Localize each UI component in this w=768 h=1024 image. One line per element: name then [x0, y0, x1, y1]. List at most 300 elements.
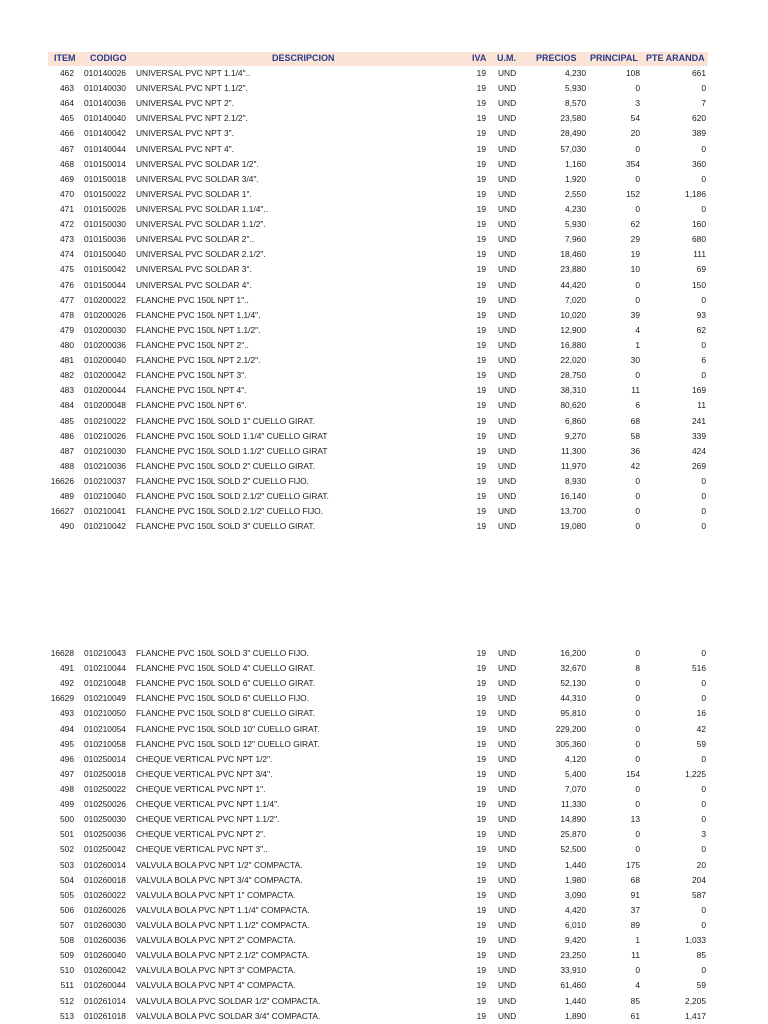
- precio-cell: 52,130: [560, 678, 586, 689]
- descripcion-cell: FLANCHE PVC 150L SOLD 2" CUELLO GIRAT.: [136, 460, 315, 471]
- iva-cell: 19: [476, 950, 486, 961]
- codigo-cell: 010210054: [84, 723, 126, 734]
- um-cell: UND: [498, 693, 517, 704]
- principal-cell: 1: [635, 935, 640, 946]
- iva-cell: 19: [476, 158, 486, 169]
- table-row: [0, 278, 768, 293]
- descripcion-cell: FLANCHE PVC 150L SOLD 2.1/2" CUELLO GIRAT.: [136, 491, 329, 502]
- principal-cell: 0: [635, 491, 640, 502]
- precio-cell: 19,080: [560, 521, 586, 532]
- codigo-cell: 010260040: [84, 950, 126, 961]
- codigo-cell: 010150018: [84, 173, 126, 184]
- pte-aranda-cell: 150: [692, 279, 706, 290]
- codigo-cell: 010250042: [84, 844, 126, 855]
- principal-cell: 0: [635, 370, 640, 381]
- item-cell: 469: [60, 173, 74, 184]
- um-cell: UND: [498, 889, 517, 900]
- descripcion-cell: VALVULA BOLA PVC NPT 1" COMPACTA.: [136, 889, 296, 900]
- descripcion-cell: VALVULA BOLA PVC NPT 2" COMPACTA.: [136, 935, 296, 946]
- table-block-2: [0, 646, 768, 1024]
- codigo-cell: 010250026: [84, 799, 126, 810]
- item-cell: 495: [60, 738, 74, 749]
- iva-cell: 19: [476, 68, 486, 78]
- pte-aranda-cell: 0: [701, 814, 706, 825]
- principal-cell: 19: [630, 249, 640, 260]
- table-row: [0, 994, 768, 1009]
- table-row: [0, 157, 768, 172]
- principal-cell: 3: [635, 98, 640, 109]
- table-row: [0, 338, 768, 353]
- um-cell: UND: [498, 738, 517, 749]
- um-cell: UND: [498, 874, 517, 885]
- principal-cell: 11: [631, 950, 640, 961]
- iva-cell: 19: [476, 904, 486, 915]
- table-block-1: [0, 66, 768, 534]
- table-row: [0, 782, 768, 797]
- principal-cell: 0: [635, 203, 640, 214]
- pte-aranda-cell: 620: [692, 113, 706, 124]
- precio-cell: 12,900: [560, 324, 586, 335]
- iva-cell: 19: [476, 355, 486, 366]
- principal-cell: 0: [635, 648, 640, 658]
- precio-cell: 95,810: [560, 708, 586, 719]
- principal-cell: 4: [635, 324, 640, 335]
- codigo-cell: 010140042: [84, 128, 126, 139]
- pte-aranda-cell: 516: [692, 663, 706, 674]
- descripcion-cell: FLANCHE PVC 150L NPT 1.1/2".: [136, 324, 261, 335]
- iva-cell: 19: [476, 919, 486, 930]
- iva-cell: 19: [476, 1010, 486, 1021]
- pte-aranda-cell: 1,225: [685, 768, 706, 779]
- descripcion-cell: UNIVERSAL PVC SOLDAR 1.1/2".: [136, 219, 266, 230]
- descripcion-cell: FLANCHE PVC 150L SOLD 4" CUELLO GIRAT.: [136, 663, 315, 674]
- descripcion-cell: VALVULA BOLA PVC SOLDAR 1/2" COMPACTA.: [136, 995, 321, 1006]
- um-cell: UND: [498, 309, 517, 320]
- table-row: [0, 444, 768, 459]
- item-cell: 504: [60, 874, 74, 885]
- precio-cell: 9,270: [565, 430, 586, 441]
- principal-cell: 0: [635, 799, 640, 810]
- table-row: [0, 661, 768, 676]
- pte-aranda-cell: 360: [692, 158, 706, 169]
- descripcion-cell: VALVULA BOLA PVC NPT 1.1/2" COMPACTA.: [136, 919, 310, 930]
- table-row: [0, 81, 768, 96]
- um-cell: UND: [498, 98, 517, 109]
- pte-aranda-cell: 42: [696, 723, 706, 734]
- precio-cell: 4,230: [565, 203, 586, 214]
- descripcion-cell: FLANCHE PVC 150L SOLD 6" CUELLO GIRAT.: [136, 678, 315, 689]
- descripcion-cell: FLANCHE PVC 150L SOLD 3" CUELLO GIRAT.: [136, 521, 315, 532]
- pte-aranda-cell: 0: [701, 904, 706, 915]
- item-cell: 477: [60, 294, 74, 305]
- item-cell: 488: [60, 460, 74, 471]
- precio-cell: 16,880: [560, 339, 586, 350]
- um-cell: UND: [498, 965, 517, 976]
- pte-aranda-cell: 93: [696, 309, 706, 320]
- codigo-cell: 010250030: [84, 814, 126, 825]
- item-cell: 468: [60, 158, 74, 169]
- principal-cell: 0: [635, 521, 640, 532]
- precio-cell: 23,250: [560, 950, 586, 961]
- pte-aranda-cell: 0: [701, 339, 706, 350]
- descripcion-cell: UNIVERSAL PVC SOLDAR 3/4".: [136, 173, 259, 184]
- item-cell: 467: [60, 143, 74, 154]
- precio-cell: 229,200: [555, 723, 586, 734]
- precio-cell: 23,880: [560, 264, 586, 275]
- iva-cell: 19: [476, 844, 486, 855]
- um-cell: UND: [498, 904, 517, 915]
- precio-cell: 28,750: [560, 370, 586, 381]
- principal-cell: 85: [630, 995, 640, 1006]
- precio-cell: 4,420: [565, 904, 586, 915]
- table-row: [0, 172, 768, 187]
- codigo-cell: 010210043: [84, 648, 126, 658]
- codigo-cell: 010200048: [84, 400, 126, 411]
- pte-aranda-cell: 0: [701, 370, 706, 381]
- precio-cell: 32,670: [560, 663, 586, 674]
- um-cell: UND: [498, 783, 517, 794]
- iva-cell: 19: [476, 98, 486, 109]
- um-cell: UND: [498, 385, 517, 396]
- item-cell: 494: [60, 723, 74, 734]
- precio-cell: 28,490: [560, 128, 586, 139]
- item-cell: 496: [60, 753, 74, 764]
- principal-cell: 89: [630, 919, 640, 930]
- item-cell: 506: [60, 904, 74, 915]
- precio-cell: 14,890: [560, 814, 586, 825]
- principal-cell: 0: [635, 693, 640, 704]
- table-row: [0, 873, 768, 888]
- table-row: [0, 827, 768, 842]
- descripcion-cell: FLANCHE PVC 150L SOLD 10" CUELLO GIRAT.: [136, 723, 320, 734]
- iva-cell: 19: [476, 309, 486, 320]
- table-row: [0, 474, 768, 489]
- pte-aranda-cell: 0: [701, 965, 706, 976]
- principal-cell: 0: [635, 829, 640, 840]
- iva-cell: 19: [476, 768, 486, 779]
- pte-aranda-cell: 661: [692, 68, 706, 78]
- iva-cell: 19: [476, 783, 486, 794]
- header-iva: IVA: [472, 53, 487, 63]
- header-codigo: CODIGO: [90, 53, 127, 63]
- precio-cell: 38,310: [560, 385, 586, 396]
- principal-cell: 6: [635, 400, 640, 411]
- precio-cell: 1,160: [565, 158, 586, 169]
- descripcion-cell: FLANCHE PVC 150L NPT 4".: [136, 385, 247, 396]
- descripcion-cell: UNIVERSAL PVC NPT 2.1/2".: [136, 113, 248, 124]
- descripcion-cell: VALVULA BOLA PVC NPT 2.1/2" COMPACTA.: [136, 950, 310, 961]
- table-row: [0, 429, 768, 444]
- descripcion-cell: FLANCHE PVC 150L NPT 3".: [136, 370, 247, 381]
- item-cell: 484: [60, 400, 74, 411]
- item-cell: 499: [60, 799, 74, 810]
- table-row: [0, 247, 768, 262]
- codigo-cell: 010140044: [84, 143, 126, 154]
- iva-cell: 19: [476, 415, 486, 426]
- precio-cell: 18,460: [560, 249, 586, 260]
- precio-cell: 16,200: [560, 648, 586, 658]
- principal-cell: 0: [635, 753, 640, 764]
- principal-cell: 0: [635, 723, 640, 734]
- codigo-cell: 010260022: [84, 889, 126, 900]
- principal-cell: 0: [635, 783, 640, 794]
- table-row: [0, 963, 768, 978]
- codigo-cell: 010140040: [84, 113, 126, 124]
- pte-aranda-cell: 339: [692, 430, 706, 441]
- codigo-cell: 010260036: [84, 935, 126, 946]
- table-row: [0, 414, 768, 429]
- iva-cell: 19: [476, 430, 486, 441]
- pte-aranda-cell: 0: [701, 753, 706, 764]
- codigo-cell: 010200022: [84, 294, 126, 305]
- precio-cell: 1,890: [565, 1010, 586, 1021]
- table-row: [0, 903, 768, 918]
- table-row: [0, 126, 768, 141]
- codigo-cell: 010210040: [84, 491, 126, 502]
- precio-cell: 9,420: [565, 935, 586, 946]
- precio-cell: 33,910: [560, 965, 586, 976]
- principal-cell: 0: [635, 143, 640, 154]
- item-cell: 505: [60, 889, 74, 900]
- item-cell: 503: [60, 859, 74, 870]
- item-cell: 501: [60, 829, 74, 840]
- table-row: [0, 797, 768, 812]
- table-row: [0, 217, 768, 232]
- codigo-cell: 010200042: [84, 370, 126, 381]
- descripcion-cell: UNIVERSAL PVC NPT 3".: [136, 128, 234, 139]
- iva-cell: 19: [476, 339, 486, 350]
- table-row: [0, 918, 768, 933]
- item-cell: 472: [60, 219, 74, 230]
- table-row: [0, 187, 768, 202]
- iva-cell: 19: [476, 491, 486, 502]
- descripcion-cell: VALVULA BOLA PVC NPT 1/2" COMPACTA.: [136, 859, 303, 870]
- um-cell: UND: [498, 663, 517, 674]
- pte-aranda-cell: 0: [701, 799, 706, 810]
- iva-cell: 19: [476, 203, 486, 214]
- item-cell: 483: [60, 385, 74, 396]
- pte-aranda-cell: 0: [701, 844, 706, 855]
- table-row: [0, 691, 768, 706]
- um-cell: UND: [498, 723, 517, 734]
- um-cell: UND: [498, 935, 517, 946]
- principal-cell: 29: [630, 234, 640, 245]
- iva-cell: 19: [476, 874, 486, 885]
- pte-aranda-cell: 169: [692, 385, 706, 396]
- um-cell: UND: [498, 648, 517, 658]
- precio-cell: 57,030: [560, 143, 586, 154]
- item-cell: 510: [60, 965, 74, 976]
- principal-cell: 0: [635, 844, 640, 855]
- codigo-cell: 010150022: [84, 188, 126, 199]
- um-cell: UND: [498, 219, 517, 230]
- codigo-cell: 010210048: [84, 678, 126, 689]
- table-row: [0, 706, 768, 721]
- principal-cell: 0: [635, 738, 640, 749]
- iva-cell: 19: [476, 723, 486, 734]
- precio-cell: 23,580: [560, 113, 586, 124]
- precio-cell: 11,970: [561, 460, 586, 471]
- table-row: [0, 111, 768, 126]
- um-cell: UND: [498, 768, 517, 779]
- precio-cell: 8,930: [565, 475, 586, 486]
- codigo-cell: 010260026: [84, 904, 126, 915]
- table-row: [0, 858, 768, 873]
- principal-cell: 20: [630, 128, 640, 139]
- item-cell: 16627: [50, 506, 74, 517]
- descripcion-cell: UNIVERSAL PVC SOLDAR 2"..: [136, 234, 255, 245]
- codigo-cell: 010140036: [84, 98, 126, 109]
- item-cell: 497: [60, 768, 74, 779]
- um-cell: UND: [498, 234, 517, 245]
- codigo-cell: 010260030: [84, 919, 126, 930]
- precio-cell: 7,960: [565, 234, 586, 245]
- precio-cell: 8,570: [565, 98, 586, 109]
- principal-cell: 30: [630, 355, 640, 366]
- principal-cell: 62: [630, 219, 640, 230]
- um-cell: UND: [498, 859, 517, 870]
- item-cell: 16626: [50, 475, 74, 486]
- iva-cell: 19: [476, 889, 486, 900]
- descripcion-cell: FLANCHE PVC 150L SOLD 1.1/4" CUELLO GIRAT: [136, 430, 328, 441]
- codigo-cell: 010150044: [84, 279, 126, 290]
- item-cell: 482: [60, 370, 74, 381]
- codigo-cell: 010260044: [84, 980, 126, 991]
- principal-cell: 68: [630, 874, 640, 885]
- um-cell: UND: [498, 68, 517, 78]
- descripcion-cell: FLANCHE PVC 150L NPT 1.1/4".: [136, 309, 261, 320]
- descripcion-cell: CHEQUE VERTICAL PVC NPT 1.1/2".: [136, 814, 280, 825]
- codigo-cell: 010261014: [84, 995, 126, 1006]
- precio-cell: 11,300: [561, 445, 586, 456]
- descripcion-cell: CHEQUE VERTICAL PVC NPT 1.1/4".: [136, 799, 280, 810]
- descripcion-cell: VALVULA BOLA PVC SOLDAR 3/4" COMPACTA.: [136, 1010, 321, 1021]
- pte-aranda-cell: 680: [692, 234, 706, 245]
- precio-cell: 4,230: [565, 68, 586, 78]
- item-cell: 466: [60, 128, 74, 139]
- descripcion-cell: FLANCHE PVC 150L SOLD 2" CUELLO FIJO.: [136, 475, 310, 486]
- iva-cell: 19: [476, 188, 486, 199]
- item-cell: 16629: [50, 693, 74, 704]
- precio-cell: 1,440: [565, 995, 586, 1006]
- descripcion-cell: UNIVERSAL PVC SOLDAR 1.1/4"..: [136, 203, 269, 214]
- um-cell: UND: [498, 460, 517, 471]
- um-cell: UND: [498, 521, 517, 532]
- pte-aranda-cell: 2,205: [685, 995, 706, 1006]
- pte-aranda-cell: 7: [701, 98, 706, 109]
- descripcion-cell: UNIVERSAL PVC SOLDAR 1/2".: [136, 158, 259, 169]
- precio-cell: 16,140: [560, 491, 586, 502]
- item-cell: 498: [60, 783, 74, 794]
- codigo-cell: 010140026: [84, 68, 126, 78]
- table-row: [0, 398, 768, 413]
- pte-aranda-cell: 0: [701, 693, 706, 704]
- item-cell: 493: [60, 708, 74, 719]
- iva-cell: 19: [476, 829, 486, 840]
- um-cell: UND: [498, 995, 517, 1006]
- header-um: U.M.: [497, 53, 516, 63]
- descripcion-cell: FLANCHE PVC 150L SOLD 3" CUELLO FIJO.: [136, 648, 310, 658]
- um-cell: UND: [498, 950, 517, 961]
- item-cell: 476: [60, 279, 74, 290]
- descripcion-cell: FLANCHE PVC 150L SOLD 1" CUELLO GIRAT.: [136, 415, 315, 426]
- codigo-cell: 010200040: [84, 355, 126, 366]
- codigo-cell: 010150036: [84, 234, 126, 245]
- precio-cell: 11,330: [561, 799, 586, 810]
- codigo-cell: 010210036: [84, 460, 126, 471]
- descripcion-cell: CHEQUE VERTICAL PVC NPT 2".: [136, 829, 266, 840]
- precio-cell: 13,700: [560, 506, 586, 517]
- codigo-cell: 010210050: [84, 708, 126, 719]
- um-cell: UND: [498, 113, 517, 124]
- um-cell: UND: [498, 919, 517, 930]
- pte-aranda-cell: 3: [701, 829, 706, 840]
- iva-cell: 19: [476, 663, 486, 674]
- table-row: [0, 519, 768, 534]
- precio-cell: 1,980: [565, 874, 586, 885]
- pte-aranda-cell: 0: [701, 648, 706, 658]
- precio-cell: 44,420: [560, 279, 586, 290]
- codigo-cell: 010150014: [84, 158, 126, 169]
- precio-cell: 44,310: [560, 693, 586, 704]
- header-principal: PRINCIPAL: [590, 53, 638, 63]
- codigo-cell: 010260018: [84, 874, 126, 885]
- principal-cell: 11: [631, 385, 640, 396]
- principal-cell: 0: [635, 678, 640, 689]
- um-cell: UND: [498, 188, 517, 199]
- codigo-cell: 010140030: [84, 83, 126, 94]
- codigo-cell: 010250018: [84, 768, 126, 779]
- descripcion-cell: FLANCHE PVC 150L NPT 6".: [136, 400, 247, 411]
- principal-cell: 58: [630, 430, 640, 441]
- table-row: [0, 142, 768, 157]
- item-cell: 490: [60, 521, 74, 532]
- codigo-cell: 010250022: [84, 783, 126, 794]
- codigo-cell: 010210041: [84, 506, 126, 517]
- iva-cell: 19: [476, 385, 486, 396]
- precio-cell: 61,460: [560, 980, 586, 991]
- principal-cell: 0: [635, 173, 640, 184]
- pte-aranda-cell: 0: [701, 83, 706, 94]
- um-cell: UND: [498, 415, 517, 426]
- principal-cell: 1: [635, 339, 640, 350]
- table-row: [0, 262, 768, 277]
- um-cell: UND: [498, 814, 517, 825]
- table-row: [0, 752, 768, 767]
- um-cell: UND: [498, 143, 517, 154]
- precio-cell: 3,090: [565, 889, 586, 900]
- pte-aranda-cell: 160: [692, 219, 706, 230]
- codigo-cell: 010150030: [84, 219, 126, 230]
- iva-cell: 19: [476, 693, 486, 704]
- table-row: [0, 737, 768, 752]
- iva-cell: 19: [476, 678, 486, 689]
- item-cell: 474: [60, 249, 74, 260]
- principal-cell: 0: [635, 294, 640, 305]
- um-cell: UND: [498, 339, 517, 350]
- precio-cell: 80,620: [560, 400, 586, 411]
- descripcion-cell: CHEQUE VERTICAL PVC NPT 1/2".: [136, 753, 273, 764]
- principal-cell: 39: [630, 309, 640, 320]
- item-cell: 512: [60, 995, 74, 1006]
- um-cell: UND: [498, 799, 517, 810]
- um-cell: UND: [498, 829, 517, 840]
- pte-aranda-cell: 1,033: [685, 935, 706, 946]
- pte-aranda-cell: 0: [701, 783, 706, 794]
- codigo-cell: 010150026: [84, 203, 126, 214]
- iva-cell: 19: [476, 324, 486, 335]
- descripcion-cell: FLANCHE PVC 150L SOLD 8" CUELLO GIRAT.: [136, 708, 315, 719]
